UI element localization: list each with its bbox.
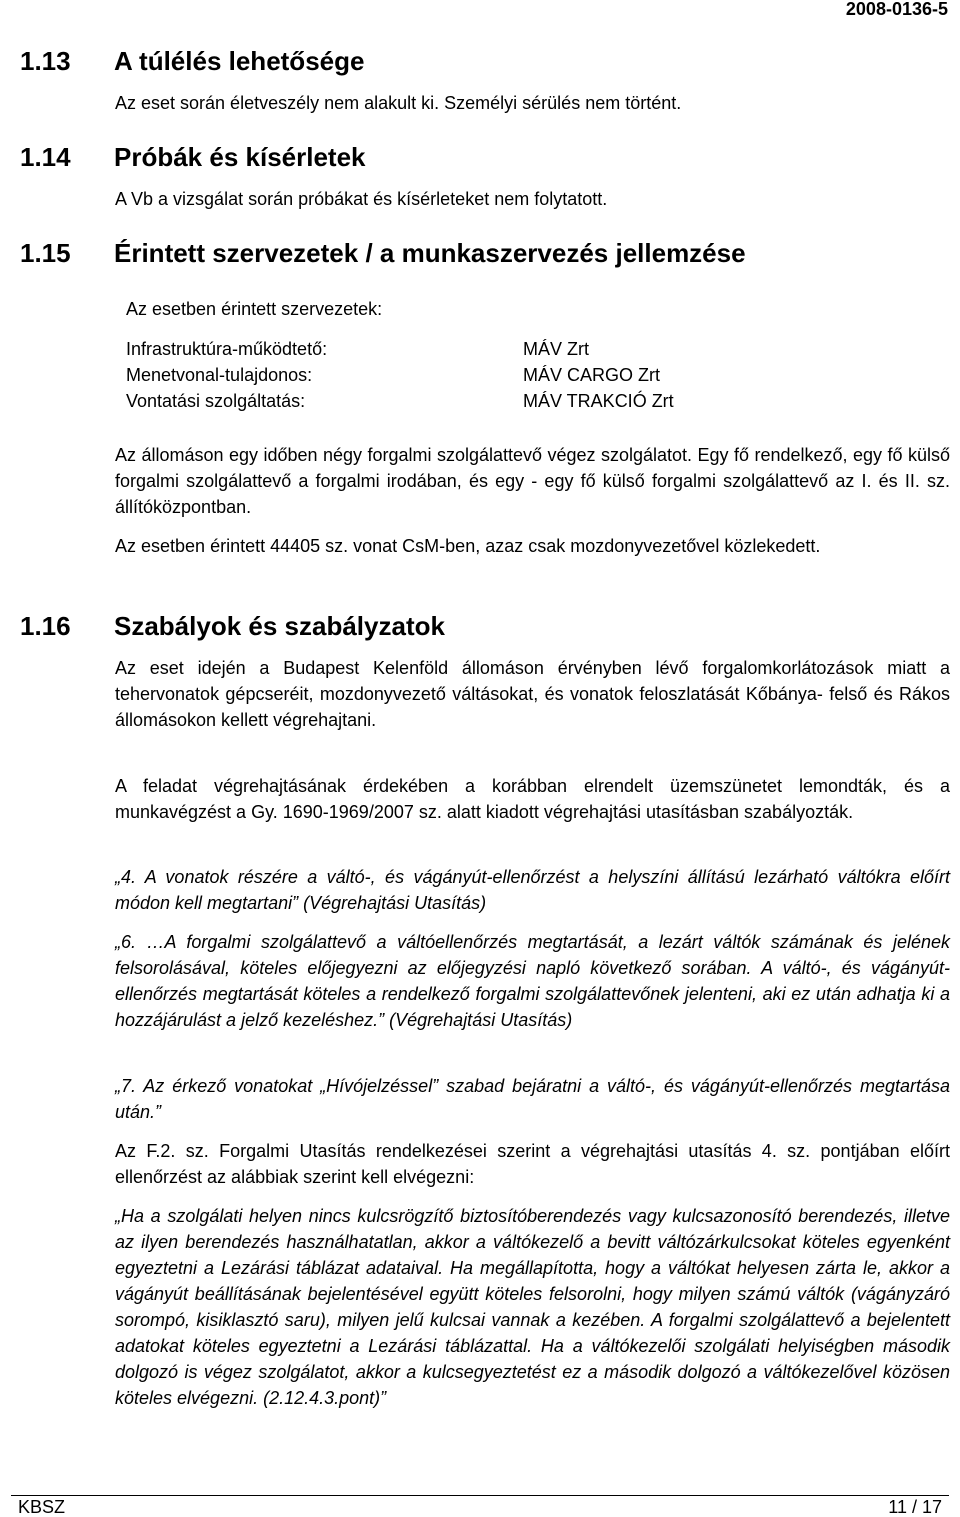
section-title: Érintett szervezetek / a munkaszervezés jellemzése xyxy=(114,238,746,268)
quote-point-6: „6. …A forgalmi szolgálattevő a váltóellenőrzés megtartását, a lezárt váltók számának és jelének felsorolásával, köteles előjegyezni az előjegyzési napló következő sorában. A váltó-, és vágányút-ellenőrzés megtartását köteles a rendelkező forgalmi szolgálattevőnek jelenteni, aki ez után adhatja ki a hozzájárulást a jelző kezeléshez.” (Végrehajtási Utasítás) xyxy=(115,932,950,1030)
org-value-infrastructure: MÁV Zrt xyxy=(523,339,589,359)
section-1-16-paragraph-1: Az eset idején a Budapest Kelenföld állomáson érvényben lévő forgalomkorlátozások miatt a tehervonatok gépcseréit, mozdonyvezető váltásokat, és vonatok feloszlatását Kőbánya- felső és Rákos állomásokon kellett végrehajtani. xyxy=(115,658,950,730)
section-heading-1-14 xyxy=(20,142,366,172)
quote-point-4: „4. A vonatok részére a váltó-, és vágányút-ellenőrzést a helyszíni állítású lezárható váltókra előírt módon kell megtartani” (Végrehajtási Utasítás) xyxy=(115,867,950,913)
org-label-infrastructure: Infrastruktúra-működtető: xyxy=(126,339,328,359)
section-heading-1-16 xyxy=(20,611,445,641)
section-title: A túlélés lehetősége xyxy=(114,46,365,76)
org-label-route-owner: Menetvonal-tulajdonos: xyxy=(126,365,313,385)
org-value-route-owner: MÁV CARGO Zrt xyxy=(523,365,661,385)
section-number: 1.14 xyxy=(20,142,71,172)
section-title: Próbák és kísérletek xyxy=(114,142,366,172)
document-reference: 2008-0136-5 xyxy=(845,0,948,19)
section-1-16-paragraph-3: Az F.2. sz. Forgalmi Utasítás rendelkezései szerint a végrehajtási utasítás 4. sz. pontjában előírt ellenőrzést az alábbiak szerint kell elvégezni: xyxy=(115,1141,950,1187)
section-1-15-paragraph-2: Az esetben érintett 44405 sz. vonat CsM-ben, azaz csak mozdonyvezetővel közlekedett. xyxy=(115,536,821,556)
footer-divider xyxy=(11,1495,949,1496)
organizations-intro: Az esetben érintett szervezetek: xyxy=(126,299,383,319)
footer-organization: KBSZ xyxy=(18,1497,66,1517)
section-heading-1-13 xyxy=(20,46,364,76)
section-number: 1.15 xyxy=(20,238,71,268)
org-label-traction: Vontatási szolgáltatás: xyxy=(126,391,306,411)
section-number: 1.13 xyxy=(20,46,71,76)
section-number: 1.16 xyxy=(20,611,71,641)
org-value-traction: MÁV TRAKCIÓ Zrt xyxy=(523,391,674,411)
section-heading-1-15 xyxy=(20,238,746,268)
quote-point-7: „7. Az érkező vonatokat „Hívójelzéssel” szabad bejáratni a váltó-, és vágányút-ellenőrzés megtartása után.” xyxy=(115,1076,950,1122)
section-1-15-paragraph-1: Az állomáson egy időben négy forgalmi szolgálattevő végez szolgálatot. Egy fő rendelkező, egy fő külső forgalmi szolgálattevő a forgalmi irodában, és egy - egy fő külső forgalmi szolgálattevő az I. és II. sz. állítóközpontban. xyxy=(115,445,950,517)
quote-f2-rule: „Ha a szolgálati helyen nincs kulcsrögzítő biztosítóberendezés vagy kulcsazonosító berendezés, illetve az ilyen berendezés használhatatlan, akkor a váltókezelő a bevitt váltózárkulcsokat köteles egyenként egyeztetni a Lezárási táblázat adataival. Ha megállapította, hogy a váltókat helyesen zárta le, akkor a vágányút beállításának bejelentésével együtt köteles felsorolni, hogy milyen számú váltók (vágányzáró sorompó, kisiklasztó saru), milyen jelű kulcsai vannak a kezében. A forgalmi szolgálattevő a bejelentett adatokat köteles egyeztetni a Lezárási táblázattal. Ha a váltókezelői szolgálati helyiségben második dolgozó is végez szolgálatot, akkor a kulcsegyeztetést ez a második dolgozó a váltókezelővel közösen köteles elvégezni. (2.12.4.3.pont)” xyxy=(115,1206,950,1408)
footer-page-number: 11 / 17 xyxy=(888,1497,942,1517)
section-1-14-text: A Vb a vizsgálat során próbákat és kísérleteket nem folytatott. xyxy=(115,189,608,209)
section-1-13-text: Az eset során életveszély nem alakult ki. Személyi sérülés nem történt. xyxy=(115,93,682,113)
section-1-16-paragraph-2: A feladat végrehajtásának érdekében a korábban elrendelt üzemszünetet lemondták, és a munkavégzést a Gy. 1690-1969/2007 sz. alatt kiadott végrehajtási utasításban szabályozták. xyxy=(115,776,950,822)
section-title: Szabályok és szabályzatok xyxy=(114,611,445,641)
